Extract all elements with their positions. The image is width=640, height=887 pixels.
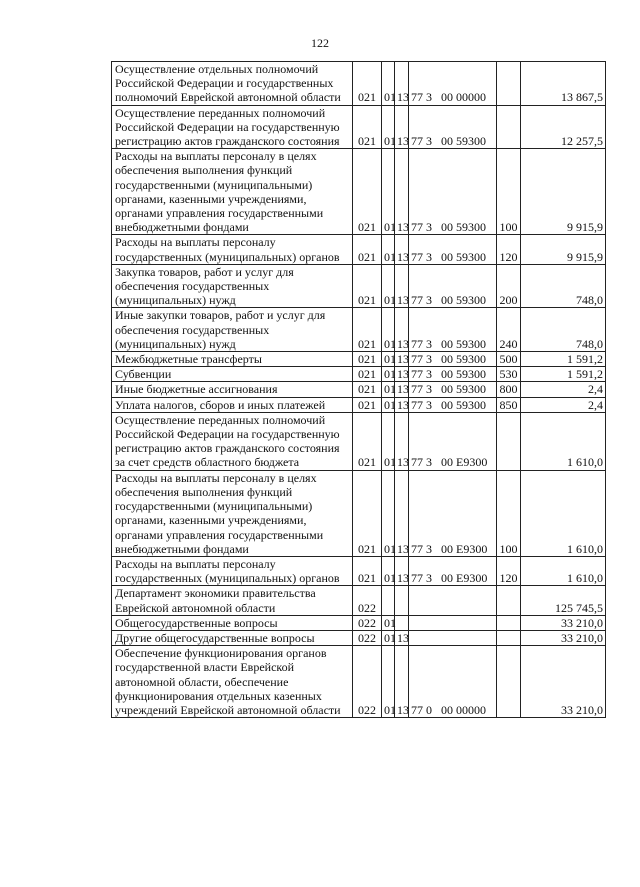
subsection-code: 13: [395, 412, 409, 470]
subsection-code: 13: [395, 397, 409, 412]
budget-table: [111, 61, 606, 718]
row-name: Осуществление отдельных полномочий Российской Федерации и государственных полномочий Еврейской автономной области: [112, 62, 353, 106]
subsection-code: 13: [395, 556, 409, 585]
program-code: 77 3 00 59300: [409, 352, 497, 367]
ministry-code: 021: [353, 556, 382, 585]
ministry-code: 021: [353, 412, 382, 470]
amount: 12 257,5: [521, 105, 606, 149]
subsection-code: [395, 586, 409, 615]
ministry-code: 021: [353, 352, 382, 367]
table-row: [112, 62, 606, 106]
row-name: Обеспечение функционирования органов государственной власти Еврейской автономной области, обеспечение функционирования отдельных казенных учреждений Еврейской автономной области: [112, 646, 353, 718]
expense-type-code: 800: [497, 382, 521, 397]
table-row: [112, 367, 606, 382]
ministry-code: 021: [353, 382, 382, 397]
ministry-code: 022: [353, 615, 382, 630]
program-code: 77 3 00 E9300: [409, 470, 497, 556]
row-name: Межбюджетные трансферты: [112, 352, 353, 367]
section-code: 01: [382, 367, 395, 382]
row-name: Департамент экономики правительства Еврейской автономной области: [112, 586, 353, 615]
table-row: [112, 264, 606, 308]
amount: 125 745,5: [521, 586, 606, 615]
subsection-code: 13: [395, 308, 409, 352]
section-code: 01: [382, 308, 395, 352]
amount: 9 915,9: [521, 149, 606, 235]
expense-type-code: 850: [497, 397, 521, 412]
ministry-code: 021: [353, 308, 382, 352]
subsection-code: 13: [395, 105, 409, 149]
table-row: [112, 470, 606, 556]
expense-type-code: 500: [497, 352, 521, 367]
expense-type-code: [497, 105, 521, 149]
section-code: 01: [382, 470, 395, 556]
ministry-code: 021: [353, 235, 382, 264]
amount: 33 210,0: [521, 630, 606, 645]
ministry-code: 021: [353, 397, 382, 412]
program-code: 77 3 00 59300: [409, 264, 497, 308]
program-code: [409, 586, 497, 615]
expense-type-code: 200: [497, 264, 521, 308]
program-code: 77 3 00 E9300: [409, 412, 497, 470]
amount: 1 591,2: [521, 367, 606, 382]
amount: 748,0: [521, 308, 606, 352]
ministry-code: 021: [353, 105, 382, 149]
section-code: [382, 586, 395, 615]
program-code: 77 0 00 00000: [409, 646, 497, 718]
ministry-code: 022: [353, 630, 382, 645]
row-name: Общегосударственные вопросы: [112, 615, 353, 630]
amount: 1 610,0: [521, 556, 606, 585]
expense-type-code: 120: [497, 556, 521, 585]
section-code: 01: [382, 630, 395, 645]
subsection-code: 13: [395, 630, 409, 645]
expense-type-code: [497, 646, 521, 718]
expense-type-code: 100: [497, 149, 521, 235]
expense-type-code: [497, 630, 521, 645]
section-code: 01: [382, 149, 395, 235]
amount: 13 867,5: [521, 62, 606, 106]
program-code: [409, 615, 497, 630]
section-code: 01: [382, 235, 395, 264]
ministry-code: 022: [353, 586, 382, 615]
amount: 33 210,0: [521, 615, 606, 630]
amount: 2,4: [521, 382, 606, 397]
subsection-code: 13: [395, 235, 409, 264]
program-code: 77 3 00 59300: [409, 397, 497, 412]
section-code: 01: [382, 646, 395, 718]
subsection-code: [395, 615, 409, 630]
table-row: [112, 235, 606, 264]
amount: 9 915,9: [521, 235, 606, 264]
program-code: 77 3 00 59300: [409, 235, 497, 264]
ministry-code: 021: [353, 367, 382, 382]
expense-type-code: 120: [497, 235, 521, 264]
ministry-code: 021: [353, 264, 382, 308]
program-code: 77 3 00 59300: [409, 308, 497, 352]
table-row: [112, 556, 606, 585]
section-code: 01: [382, 397, 395, 412]
row-name: Осуществление переданных полномочий Российской Федерации на государственную регистрацию актов гражданского состояния за счет средств областного бюджета: [112, 412, 353, 470]
row-name: Расходы на выплаты персоналу в целях обеспечения выполнения функций государственными (муниципальными) органами, казенными учреждениями, органами управления государственными внебюджетными фондами: [112, 470, 353, 556]
table-row: [112, 382, 606, 397]
ministry-code: 022: [353, 646, 382, 718]
section-code: 01: [382, 105, 395, 149]
expense-type-code: [497, 62, 521, 106]
program-code: 77 3 00 59300: [409, 105, 497, 149]
subsection-code: 13: [395, 367, 409, 382]
section-code: 01: [382, 352, 395, 367]
program-code: 77 3 00 59300: [409, 367, 497, 382]
table-row: [112, 397, 606, 412]
ministry-code: 021: [353, 149, 382, 235]
table-row: [112, 615, 606, 630]
table-row: [112, 630, 606, 645]
program-code: 77 3 00 00000: [409, 62, 497, 106]
amount: 1 610,0: [521, 412, 606, 470]
row-name: Субвенции: [112, 367, 353, 382]
subsection-code: 13: [395, 149, 409, 235]
section-code: 01: [382, 264, 395, 308]
subsection-code: 13: [395, 62, 409, 106]
row-name: Расходы на выплаты персоналу государственных (муниципальных) органов: [112, 235, 353, 264]
row-name: Осуществление переданных полномочий Российской Федерации на государственную регистрацию актов гражданского состояния: [112, 105, 353, 149]
ministry-code: 021: [353, 62, 382, 106]
program-code: 77 3 00 59300: [409, 382, 497, 397]
budget-table-body: [112, 62, 606, 718]
expense-type-code: [497, 586, 521, 615]
page-number: 122: [311, 36, 329, 50]
section-code: 01: [382, 62, 395, 106]
row-name: Закупка товаров, работ и услуг для обеспечения государственных (муниципальных) нужд: [112, 264, 353, 308]
amount: 748,0: [521, 264, 606, 308]
amount: 1 591,2: [521, 352, 606, 367]
expense-type-code: 530: [497, 367, 521, 382]
row-name: Расходы на выплаты персоналу в целях обеспечения выполнения функций государственными (муниципальными) органами, казенными учреждениями, органами управления государственными внебюджетными фондами: [112, 149, 353, 235]
expense-type-code: 240: [497, 308, 521, 352]
table-row: [112, 149, 606, 235]
table-row: [112, 308, 606, 352]
row-name: Уплата налогов, сборов и иных платежей: [112, 397, 353, 412]
ministry-code: 021: [353, 470, 382, 556]
table-row: [112, 412, 606, 470]
section-code: 01: [382, 412, 395, 470]
table-row: [112, 105, 606, 149]
section-code: 01: [382, 615, 395, 630]
expense-type-code: 100: [497, 470, 521, 556]
amount: 2,4: [521, 397, 606, 412]
program-code: 77 3 00 59300: [409, 149, 497, 235]
program-code: [409, 630, 497, 645]
table-row: [112, 646, 606, 718]
row-name: Иные закупки товаров, работ и услуг для обеспечения государственных (муниципальных) нужд: [112, 308, 353, 352]
amount: 33 210,0: [521, 646, 606, 718]
table-row: [112, 586, 606, 615]
row-name: Расходы на выплаты персоналу государственных (муниципальных) органов: [112, 556, 353, 585]
program-code: 77 3 00 E9300: [409, 556, 497, 585]
expense-type-code: [497, 615, 521, 630]
section-code: 01: [382, 556, 395, 585]
subsection-code: 13: [395, 352, 409, 367]
row-name: Иные бюджетные ассигнования: [112, 382, 353, 397]
subsection-code: 13: [395, 470, 409, 556]
subsection-code: 13: [395, 646, 409, 718]
subsection-code: 13: [395, 264, 409, 308]
row-name: Другие общегосударственные вопросы: [112, 630, 353, 645]
subsection-code: 13: [395, 382, 409, 397]
section-code: 01: [382, 382, 395, 397]
amount: 1 610,0: [521, 470, 606, 556]
table-row: [112, 352, 606, 367]
expense-type-code: [497, 412, 521, 470]
